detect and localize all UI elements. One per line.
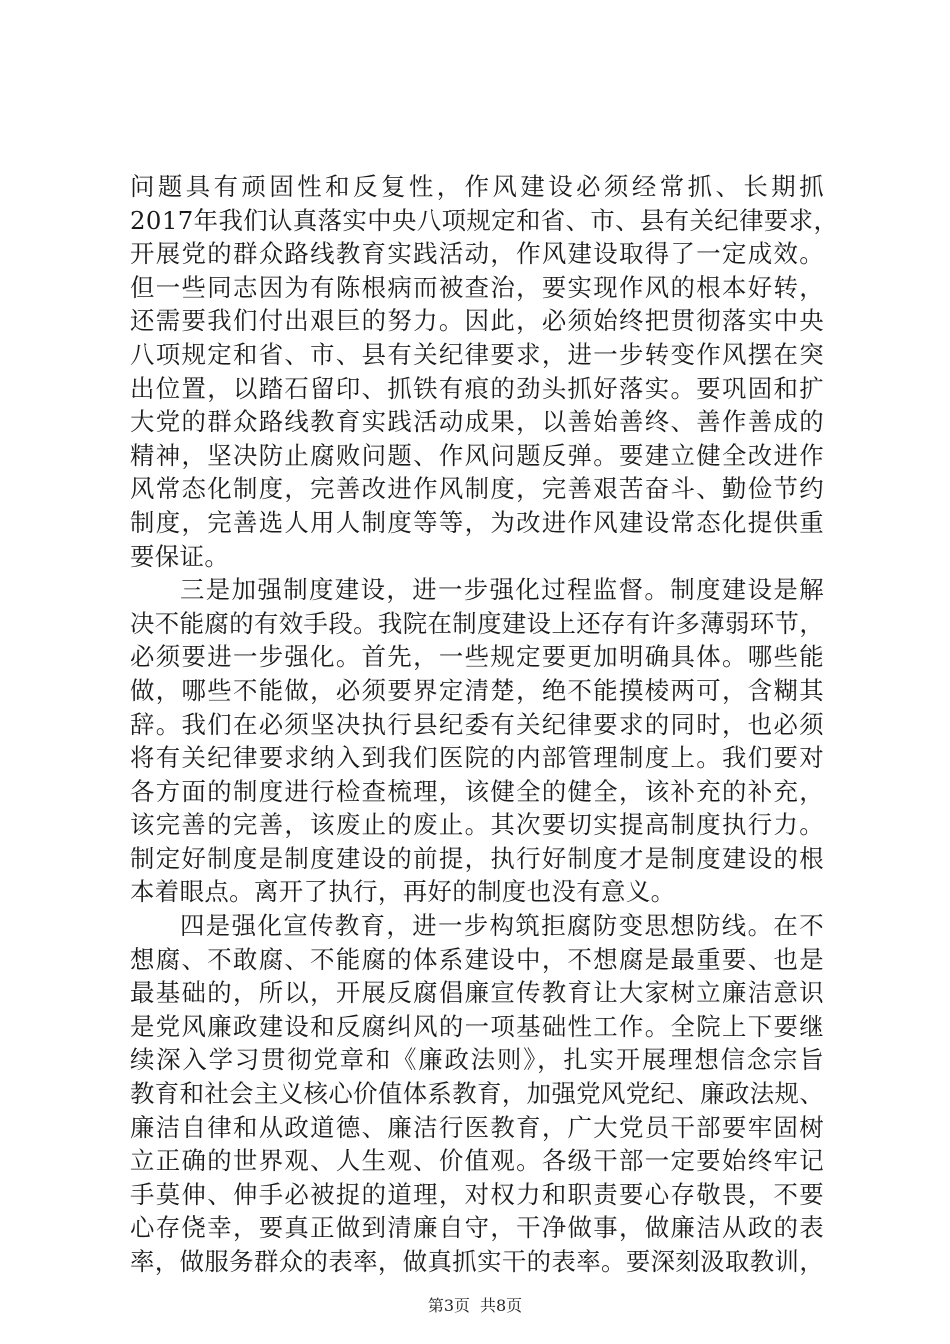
text-line: 风常态化制度，完善改进作风制度，完善艰苦奋斗、勤俭节约 (130, 474, 824, 504)
text-line: 本着眼点。离开了执行，再好的制度也没有意义。 (130, 877, 676, 907)
text-line: 心存侥幸，要真正做到清廉自守，干净做事，做廉洁从政的表 (130, 1213, 824, 1243)
page-number: 第3页 (427, 1296, 470, 1315)
text-line: 问题具有顽固性和反复性，作风建设必须经常抓、长期抓 (130, 172, 824, 201)
text-line: 将有关纪律要求纳入到我们医院的内部管理制度上。我们要对 (130, 743, 824, 773)
text-line: 八项规定和省、市、县有关纪律要求，进一步转变作风摆在突 (130, 339, 824, 369)
text-line: 是党风廉政建设和反腐纠风的一项基础性工作。全院上下要继 (130, 1011, 824, 1041)
text-line: 廉洁自律和从政道德、廉洁行医教育，广大党员干部要牢固树 (130, 1112, 824, 1142)
text-line: 必须要进一步强化。首先，一些规定要更加明确具体。哪些能 (130, 642, 824, 672)
text-line: 想腐、不敢腐、不能腐的体系建设中，不想腐是最重要、也是 (130, 944, 824, 974)
text-line: 该完善的完善，该废止的废止。其次要切实提高制度执行力。 (130, 810, 824, 840)
total-pages: 共8页 (480, 1296, 523, 1315)
text-line-indented: 四是强化宣传教育，进一步构筑拒腐防变思想防线。在不 (180, 911, 824, 941)
text-line: 出位置，以踏石留印、抓铁有痕的劲头抓好落实。要巩固和扩 (130, 373, 824, 403)
text-line: 大党的群众路线教育实践活动成果，以善始善终、善作善成的 (130, 407, 824, 437)
text-line: 立正确的世界观、人生观、价值观。各级干部一定要始终牢记 (130, 1146, 824, 1176)
text-line: 开展党的群众路线教育实践活动，作风建设取得了一定成效。 (130, 239, 824, 269)
paragraph-2 (130, 573, 824, 909)
text-line: 续深入学习贯彻党章和《廉政法则》，扎实开展理想信念宗旨 (130, 1045, 824, 1075)
text-line: 率，做服务群众的表率，做真抓实干的表率。要深刻汲取教训， (130, 1247, 825, 1276)
text-line: 2017年我们认真落实中央八项规定和省、市、县有关纪律要求， (130, 205, 839, 235)
page-footer (0, 1296, 950, 1316)
text-line: 手莫伸、伸手必被捉的道理，对权力和职责要心存敬畏，不要 (130, 1179, 824, 1209)
text-line: 精神，坚决防止腐败问题、作风问题反弹。要建立健全改进作 (130, 440, 824, 470)
text-line: 辞。我们在必须坚决执行县纪委有关纪律要求的同时，也必须 (130, 709, 824, 739)
text-line: 决不能腐的有效手段。我院在制度建设上还存有许多薄弱环节， (130, 608, 825, 638)
text-line: 制定好制度是制度建设的前提，执行好制度才是制度建设的根 (130, 843, 824, 873)
text-line: 但一些同志因为有陈根病而被查治，要实现作风的根本好转， (130, 272, 824, 302)
text-line: 教育和社会主义核心价值体系教育，加强党风党纪、廉政法规、 (130, 1079, 825, 1109)
text-line: 各方面的制度进行检查梳理，该健全的健全，该补充的补充， (130, 776, 824, 806)
document-body (130, 170, 839, 1279)
paragraph-3 (130, 909, 824, 1279)
text-line: 做，哪些不能做，必须要界定清楚，绝不能摸棱两可，含糊其 (130, 675, 824, 705)
text-line: 要保证。 (130, 541, 230, 571)
text-line-indented: 三是加强制度建设，进一步强化过程监督。制度建设是解 (180, 575, 824, 605)
paragraph-1 (130, 170, 839, 573)
text-line: 制度，完善选人用人制度等等，为改进作风建设常态化提供重 (130, 507, 824, 537)
text-line: 最基础的，所以，开展反腐倡廉宣传教育让大家树立廉洁意识 (130, 978, 824, 1008)
text-line: 还需要我们付出艰巨的努力。因此，必须始终把贯彻落实中央 (130, 306, 824, 336)
